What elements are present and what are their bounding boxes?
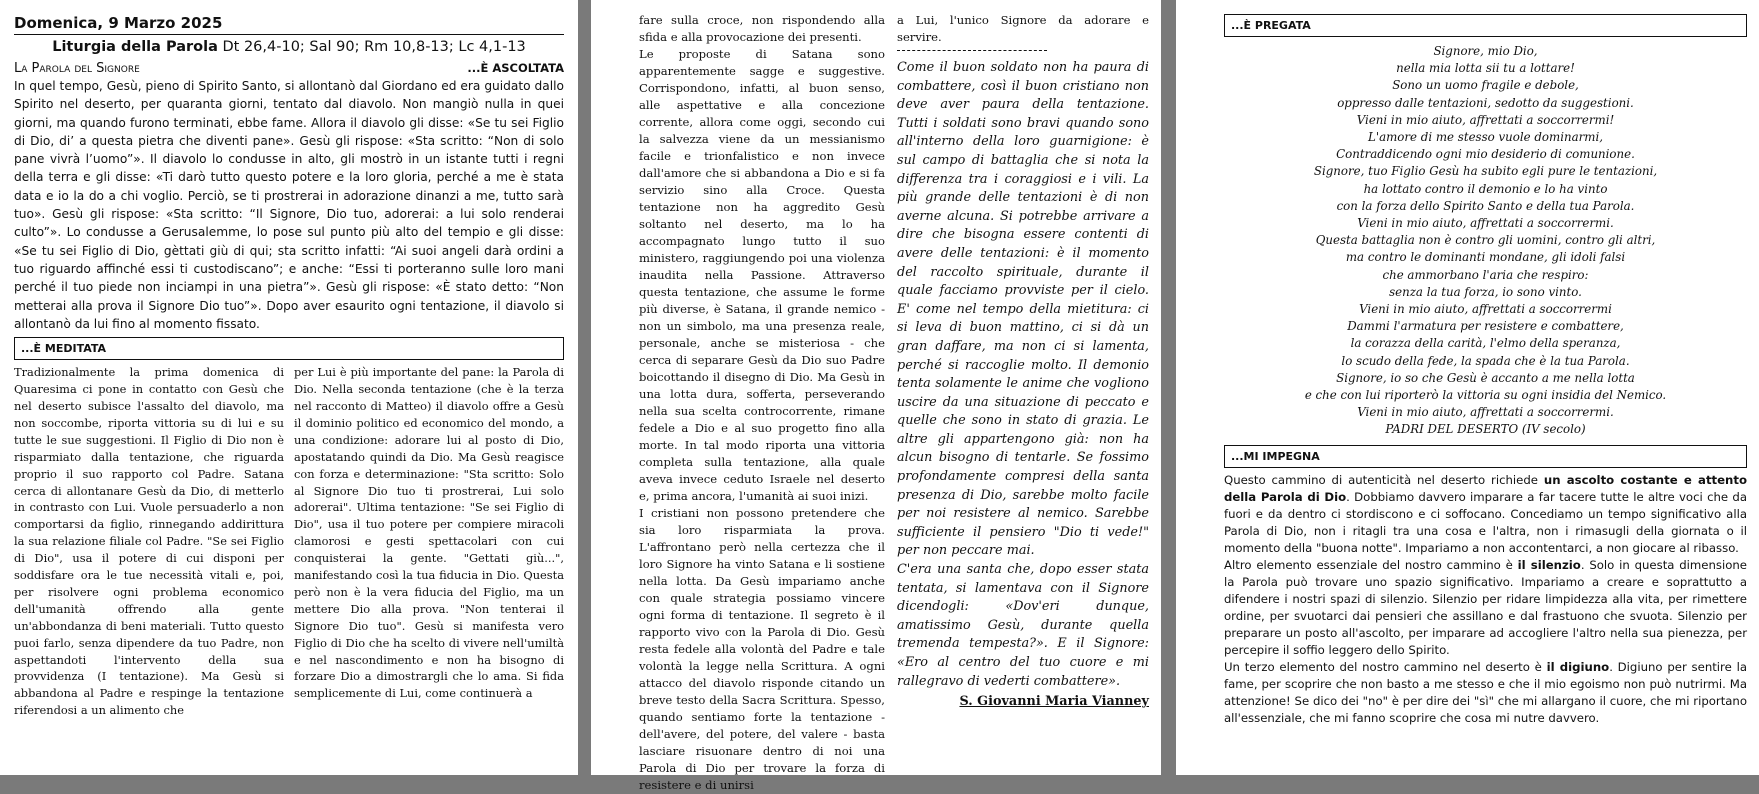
signature: S. Giovanni Maria Vianney: [959, 694, 1149, 710]
prayer-line: Vieni in mio aiuto, affrettati a soccorrermi.: [1357, 216, 1614, 231]
prayer-author: PADRI DEL DESERTO (IV secolo): [1385, 422, 1586, 437]
prayer-line: e che con lui riporterò la vittoria su ogni insidia del Nemico.: [1304, 388, 1667, 403]
liturgy-line: [14, 39, 564, 55]
prayer-line: la corazza della carità, l'elmo della speranza,: [1350, 336, 1621, 351]
prayer-line: Contraddicendo ogni mio desiderio di comunione.: [1336, 147, 1635, 162]
ascoltata-label: ...È ASCOLTATA: [467, 61, 564, 75]
middle-col-1-para-3: I cristiani non possono pretendere che sia loro risparmiata la prova. L'affrontano però nella certezza che il loro Signore ha vinto Satana e li sostiene nella lotta. Da Gesù impariamo anche con quale strategia possiamo vincere ogni forma di tentazione. Il segreto è il rapporto vivo con la Parola di Dio. Gesù resta fedele alla volontà del Padre e tale volontà la legge nella Scrittura. A ogni attacco del diavolo risponde citando un breve testo della Sacra Scrittura. Spesso, quando sentiamo forte la tentazione - dell'avere, del potere, del valere - basta lasciare risuonare dentro di noi una Parola di Dio per trovare la forza di resistere e di unirsi: [639, 506, 885, 792]
impegna-p2-a: Altro elemento essenziale del nostro cammino è: [1224, 557, 1518, 572]
gospel-heading: La Parola del Signore: [14, 61, 140, 76]
prayer-line: con la forza dello Spirito Santo e della tua Parola.: [1336, 198, 1635, 213]
impegna-para-1: [1224, 472, 1747, 557]
impegna-p2-c: . Solo in questa dimensione la Parola può trovare uno spazio significativo. Impariamo a creare e soprattutto a difendere i nostri spazi di silenzio. Silenzio per ridare limpidezza alla vita, per rimettere ordine, per svuotarci dai pensieri che assillano e dal frastuono che svuota. Silenzio per preparare un posto all'ascolto, per imparare ad accogliere l'altro nella sua pienezza, per percepire il soffio leggero dello Spirito.: [1224, 557, 1747, 657]
prayer-line: Questa battaglia non è contro gli uomini, contro gli altri,: [1315, 233, 1656, 248]
prayer-line: Vieni in mio aiuto, affrettati a soccorrermi!: [1356, 112, 1615, 127]
middle-col-1-para-2: Le proposte di Satana sono apparentemente sagge e suggestive. Corrispondono, infatti, al buon senso, alle aspettative e alla concezione corrente, allora come oggi, secondo cui la salvezza viene da un messianismo facile e trionfalistico e non invece dall'amore che si abbandona a Dio e si fa servizio sino alla Croce. Questa tentazione non ha aggredito Gesù soltanto nel deserto, ma lo ha accompagnato lungo tutto il suo ministero, raggiungendo poi una violenza inaudita nella Passione. Attraverso questa tentazione, che assume le forme più diverse, è Satana, il grande nemico - non un simbolo, ma una presenza reale, personale, anche se misteriosa - che cerca di separare Gesù da Dio suo Padre boicottando il disegno di Dio. Ma Gesù in una lotta dura, sofferta, perseverando nella sua scelta controcorrente, rimane fedele a Dio e al suo progetto fino alla morte. In tal modo riporta una vittoria completa sulla tentazione, alla quale aveva invece ceduto Israele nel deserto e, prima ancora, l'umanità ai suoi inizi.: [639, 47, 885, 503]
gospel-text: In quel tempo, Gesù, pieno di Spirito Santo, si allontanò dal Giordano ed era guidato dallo Spirito nel deserto, per quaranta giorni, tentato dal diavolo. Non mangiò nulla in quei giorni, ma quando furono terminati, ebbe fame. Allora il diavolo gli disse: «Se tu sei Figlio di Dio, di’ a questa pietra che diventi pane». Gesù gli rispose: «Sta scritto: “Non di solo pane vivrà l’uomo”». Il diavolo lo condusse in alto, gli mostrò in un istante tutti i regni della terra e gli disse: «Ti darò tutto questo potere e la loro gloria, perché a me è stata data e io la do a chi voglio. Perciò, se ti prostrerai in adorazione dinanzi a me, tutto sarà tuo». Gesù gli rispose: «Sta scritto: “Il Signore, Dio tuo, adorerai: a lui solo renderai culto”». Lo condusse a Gerusalemme, lo pose sul punto più alto del tempio e gli disse: «Se tu sei Figlio di Dio, gèttati giù di qui; sta scritto infatti: “Ai suoi angeli darà ordini a tuo riguardo affinché essi ti custodiscano”; e anche: “Essi ti porteranno sulle loro mani perché il tuo piede non inciampi in una pietra”». Gesù gli rispose: «È stato detto: “Non metterai alla prova il Signore Dio tuo”». Dopo aver esaurito ogni tentazione, il diavolo si allontanò da lui fino al momento fissato.: [14, 79, 564, 331]
impegna-p1-bold: un ascolto costante e attento della Parola di Dio: [1224, 472, 1747, 504]
prayer-line: Signore, tuo Figlio Gesù ha subito egli pure le tentazioni,: [1313, 164, 1658, 179]
impegna-para-3: [1224, 659, 1747, 727]
impegna-p3-a: Un terzo elemento del nostro cammino nel deserto è: [1224, 659, 1547, 674]
liturgy-refs: Dt 26,4-10; Sal 90; Rm 10,8-13; Lc 4,1-13: [222, 39, 526, 55]
impegna-p1-c: . Dobbiamo davvero imparare a far tacere tutte le altre voci che da fuori e da dentro ci stordiscono e ci soffocano. Concediamo un tempo significativo alla Parola di Dio, non i ritagli tra una cosa e l'altra, non i rimasugli della giornata o il momento della "buona notte". Impariamo a non accontentarci, a non giocare al ribasso.: [1224, 489, 1747, 555]
impegna-p2-bold: il silenzio: [1517, 557, 1581, 572]
prayer-line: lo scudo della fede, la spada che è la tua Parola.: [1341, 353, 1630, 368]
page-left: [0, 0, 578, 775]
prayer-line: ha lottato contro il demonio e lo ha vinto: [1363, 181, 1608, 196]
meditata-heading: ...È MEDITATA: [14, 337, 564, 360]
prayer-line: Signore, io so che Gesù è accanto a me nella lotta: [1336, 370, 1635, 385]
prayer-line: che ammorbano l'aria che respiro:: [1382, 267, 1589, 282]
prayer: [1224, 43, 1747, 439]
dashed-divider: [897, 50, 1047, 51]
vianney-quote-1: Come il buon soldato non ha paura di combattere, così il buon cristiano non deve aver paura della tentazione. Tutti i soldati sono bravi quando sono all'interno della loro guarnigione: è sul campo di battaglia che si nota la differenza tra i coraggiosi e i vili. La più grande delle tentazioni è di non averne alcuna. Si potrebbe arrivare a dire che bisogna essere contenti di avere delle tentazioni: è il momento del raccolto spirituale, durante il quale facciamo provviste per il cielo. E' come nel tempo della mietitura: ci si leva di buon mattino, ci si dà un gran daffare, ma non ci si lamenta, perché si raccoglie molto. Il demonio tenta solamente le anime che vogliono uscire da una situazione di peccato e quelle che sono in stato di grazia. Le altre gli appartengono già: non ha alcun bisogno di tentarle. Se fossimo profondamente compresi della santa presenza di Dio, sarebbe molto facile per noi resistere al nemico. Sarebbe sufficiente il pensiero "Dio ti vede!" per non peccare mai.: [897, 60, 1149, 559]
date-header: Domenica, 9 Marzo 2025: [14, 14, 564, 35]
middle-col-1-para-1: fare sulla croce, non rispondendo alla sfida e alla provocazione dei presenti.: [639, 13, 885, 44]
middle-col-2-top: a Lui, l'unico Signore da adorare e servire.: [897, 13, 1149, 44]
prayer-line: senza la tua forza, io sono vinto.: [1389, 284, 1582, 299]
impegna-p1-a: Questo cammino di autenticità nel deserto richiede: [1224, 472, 1544, 487]
middle-col-2: [897, 12, 1149, 794]
prayer-line: L'amore di me stesso vuole dominarmi,: [1368, 130, 1603, 145]
middle-columns: [639, 12, 1149, 794]
liturgy-prefix: Liturgia della Parola: [52, 39, 218, 55]
prayer-line: nella mia lotta sii tu a lottare!: [1396, 61, 1575, 76]
prayer-line: oppresso dalle tentazioni, sedotto da suggestioni.: [1337, 95, 1634, 110]
prayer-line: ma contro le dominanti mondane, gli idoli falsi: [1345, 250, 1626, 265]
pregata-heading: ...È PREGATA: [1224, 14, 1747, 37]
prayer-line: Vieni in mio aiuto, affrettati a soccorrermi: [1359, 302, 1612, 317]
prayer-line: Sono un uomo fragile e debole,: [1392, 78, 1579, 93]
gospel-heading-row: [14, 61, 564, 76]
meditata-col-1: Tradizionalmente la prima domenica di Quaresima ci pone in contatto con Gesù che nel deserto subisce l'assalto del diavolo, ma non soccombe, riporta vittoria su di lui e su tutte le sue suggestioni. Il Figlio di Dio non è risparmiato dalla tentazione, che riguarda proprio il suo rapporto col Padre. Satana cerca di allontanare Gesù da Dio, di metterlo in contrasto con Lui. Vuole persuaderlo a non comportarsi da figlio, rinnegando addirittura la sua relazione filiale col Padre. "Se sei Figlio di Dio", usa il potere di cui disponi per soddisfare ora le tue necessità vitali e, poi, per risolvere ogni problema economico dell'umanità offrendo alla gente un'abbondanza di beni materiali. Tutto questo puoi farlo, senza dipendere da tuo Padre, non aspettandoti l'intervento della sua provvidenza (I tentazione). Ma Gesù si abbandona al Padre e respinge la tentazione riferendosi a un alimento che: [14, 365, 284, 718]
meditata-col-2: per Lui è più importante del pane: la Parola di Dio. Nella seconda tentazione (che è la terza nel racconto di Matteo) il diavolo offre a Gesù il dominio politico ed economico del mondo, a una condizione: adorare lui al posto di Dio, apostatando quindi da Dio. Ma Gesù reagisce con forza e determinazione: "Sta scritto: Solo al Signore Dio tuo ti prostrerai, Lui solo adorerai". Ultima tentazione: "Se sei Figlio di Dio", usa il tuo potere per compiere miracoli clamorosi e gesti spettacolari con cui conquisterai la gente. "Gettati giù...", manifestando così la tua fiducia in Dio. Questa però non è la vera fiducia del Figlio, ma un mettere Dio alla prova. "Non tenterai il Signore Dio tuo". Gesù si manifesta vero Figlio di Dio che ha scelto di vivere nell'umiltà e nel nascondimento e non ha bisogno di forzare Dio a dimostrargli che lo ama. Si fida semplicemente di Lui, come continuerà a: [294, 365, 564, 701]
meditata-columns: [14, 364, 564, 719]
page-right: [1176, 0, 1759, 775]
impegna-text: [1224, 472, 1747, 727]
prayer-line: Vieni in mio aiuto, affrettati a soccorrermi.: [1357, 405, 1614, 420]
vianney-quote-2: C'era una santa che, dopo esser stata tentata, si lamentava con il Signore dicendogli: «Dov'eri dunque, amatissimo Gesù, durante quella tremenda tempesta?». E il Signore: «Ero al centro del tuo cuore e mi rallegravo di vederti combattere».: [897, 562, 1149, 689]
impegna-para-2: [1224, 557, 1747, 659]
prayer-line: Signore, mio Dio,: [1433, 44, 1538, 58]
impegna-p3-bold: il digiuno: [1546, 659, 1610, 674]
page-middle: [591, 0, 1161, 792]
prayer-line: Dammi l'armatura per resistere e combattere,: [1347, 319, 1624, 334]
impegna-p3-c: . Digiuno per sentire la fame, per scoprire che non basto a me stesso e che il mio egoismo non può nutrirmi. Ma attenzione! Se dico dei "no" è per dire dei "sì" che mi allargano il cuore, che mi riportano all'essenziale, che mi fanno scoprire che cosa mi nutre davvero.: [1224, 659, 1747, 725]
middle-col-1: [639, 12, 885, 794]
impegna-heading: ...MI IMPEGNA: [1224, 445, 1747, 468]
